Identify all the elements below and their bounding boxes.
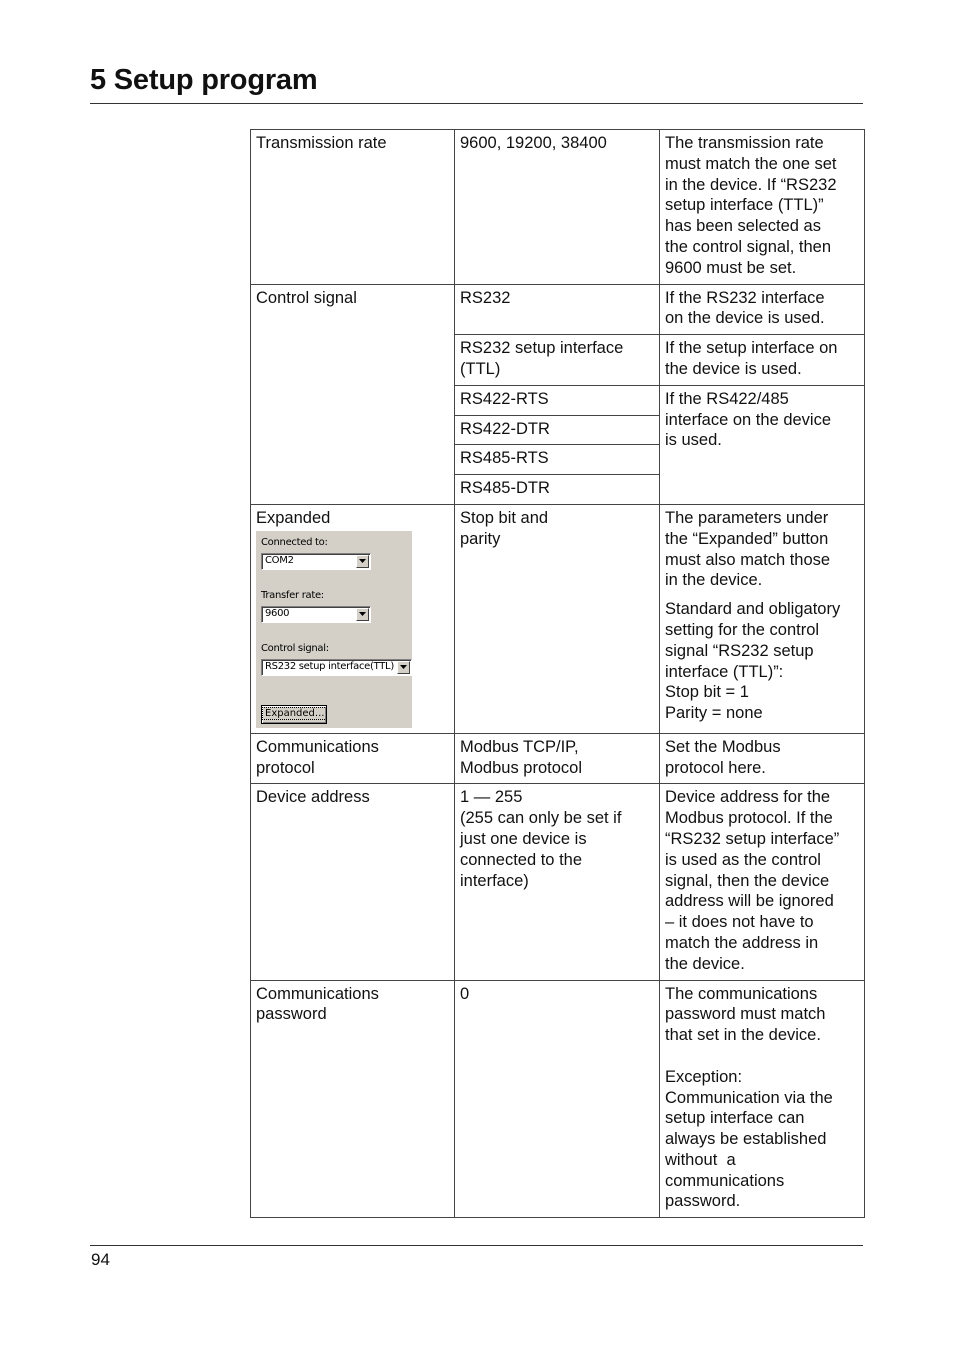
page-heading: 5 Setup program: [90, 64, 318, 96]
param-value: 9600, 19200, 38400: [455, 130, 660, 285]
option-rs422-dtr: RS422-DTR: [455, 415, 660, 445]
transfer-rate-combo[interactable]: 9600: [261, 606, 371, 623]
chevron-down-icon[interactable]: [397, 661, 410, 674]
parameter-table: [250, 129, 865, 1218]
row-control-signal: [251, 284, 865, 335]
transfer-rate-label: Transfer rate:: [261, 589, 324, 601]
connection-dialog-screenshot: [256, 531, 412, 728]
param-value: Modbus TCP/IP, Modbus protocol: [455, 733, 660, 784]
connected-to-combo[interactable]: COM2: [261, 553, 371, 570]
param-description: The parameters under the “Expanded” button must also match those in the device. Standard and obligatory setting for the control signal “RS232 setup interface (TTL)”: Stop bit = 1 Parity = none: [660, 504, 865, 733]
option-rs232-ttl: RS232 setup interface (TTL): [455, 335, 660, 386]
chevron-down-icon[interactable]: [356, 555, 369, 568]
chevron-down-icon[interactable]: [356, 608, 369, 621]
footer-rule: [90, 1245, 863, 1246]
option-rs232: RS232: [455, 284, 660, 335]
param-description: The transmission rate must match the one set in the device. If “RS232 setup interface (TTL)” has been selected as the control signal, then 9600 must be set.: [660, 130, 865, 285]
control-signal-label: Control signal:: [261, 642, 329, 654]
row-expanded: [251, 504, 865, 733]
param-description: Device address for the Modbus protocol. If the “RS232 setup interface” is used as the control signal, then the device address will be ignored – it does not have to match the address in the device.: [660, 784, 865, 980]
param-name: Transmission rate: [251, 130, 455, 285]
expanded-button[interactable]: Expanded...: [261, 705, 327, 724]
row-communications-password: [251, 980, 865, 1218]
param-description: Set the Modbus protocol here.: [660, 733, 865, 784]
connected-to-label: Connected to:: [261, 536, 328, 548]
param-description: If the setup interface on the device is used.: [660, 335, 865, 386]
param-name: Communications password: [251, 980, 455, 1218]
option-rs485-dtr: RS485-DTR: [455, 475, 660, 505]
param-name: Device address: [251, 784, 455, 980]
param-description: If the RS422/485 interface on the device is used.: [660, 385, 865, 504]
param-value: 0: [455, 980, 660, 1218]
row-transmission-rate: [251, 130, 865, 285]
option-rs422-rts: RS422-RTS: [455, 385, 660, 415]
param-value: Stop bit and parity: [455, 504, 660, 733]
param-name: Communications protocol: [251, 733, 455, 784]
param-name: Control signal: [251, 284, 455, 504]
param-value: 1 — 255 (255 can only be set if just one device is connected to the interface): [455, 784, 660, 980]
param-description: If the RS232 interface on the device is used.: [660, 284, 865, 335]
heading-rule: [90, 103, 863, 104]
control-signal-combo[interactable]: RS232 setup interface(TTL): [261, 659, 412, 676]
param-name: Expanded Connected to: COM2 Transfer rate: 9600 Control signal: RS232 setup interface(TTL) Expanded...: [251, 504, 455, 733]
page-number: 94: [91, 1250, 110, 1269]
param-description: The communications password must match that set in the device. Exception: Communication via the setup interface can always be established without a communications password.: [660, 980, 865, 1218]
row-device-address: [251, 784, 865, 980]
option-rs485-rts: RS485-RTS: [455, 445, 660, 475]
row-communications-protocol: [251, 733, 865, 784]
